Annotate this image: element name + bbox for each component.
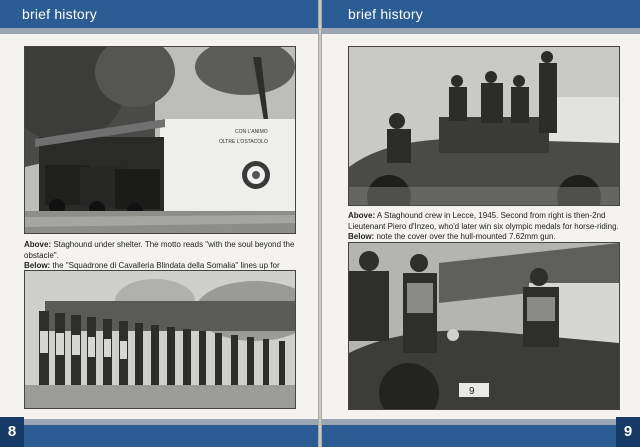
header-title: brief history <box>348 6 423 22</box>
footer-bar <box>0 425 318 447</box>
caption-above <box>24 240 296 261</box>
caption-below <box>348 232 620 243</box>
caption-above-text: A Staghound crew in Lecce, 1945. Second from right is then-2nd Lieutenant Piero d'Inzeo, who'd later win six olympic medals for horse-riding. <box>348 211 619 231</box>
header-bar <box>322 0 640 28</box>
photo-parade-lineup <box>24 270 296 409</box>
caption-right <box>348 211 620 243</box>
page-number: 8 <box>0 417 24 447</box>
right-page <box>322 0 640 447</box>
caption-above <box>348 211 620 232</box>
header-title: brief history <box>22 6 97 22</box>
header-bar <box>0 0 318 28</box>
photo-staghound-shelter <box>24 46 296 234</box>
header-stripe <box>322 28 640 34</box>
caption-below-label: Below: <box>24 261 51 270</box>
caption-below-label: Below: <box>348 232 375 241</box>
caption-above-text: Staghound under shelter. The motto reads "with the soul beyond the obstacle". <box>24 240 295 260</box>
photo-staghound-soldiers <box>348 242 620 410</box>
caption-below-text: note the cover over the hull-mounted 7.62mm gun. <box>374 232 556 241</box>
left-page <box>0 0 318 447</box>
footer-bar <box>322 425 640 447</box>
hull-number: 9 <box>469 386 475 397</box>
caption-above-label: Above: <box>24 240 52 249</box>
motto-line-1: CON L'ANIMO <box>235 129 268 135</box>
photo-staghound-crew-lecce <box>348 46 620 206</box>
motto-line-2: OLTRE L'OSTACOLO <box>219 139 268 145</box>
caption-above-label: Above: <box>348 211 376 220</box>
page-number: 9 <box>616 417 640 447</box>
caption-below-text: the "Squadrone di Cavalleria Blindata della Somalia" lines up for <box>52 261 280 270</box>
header-stripe <box>0 28 318 34</box>
